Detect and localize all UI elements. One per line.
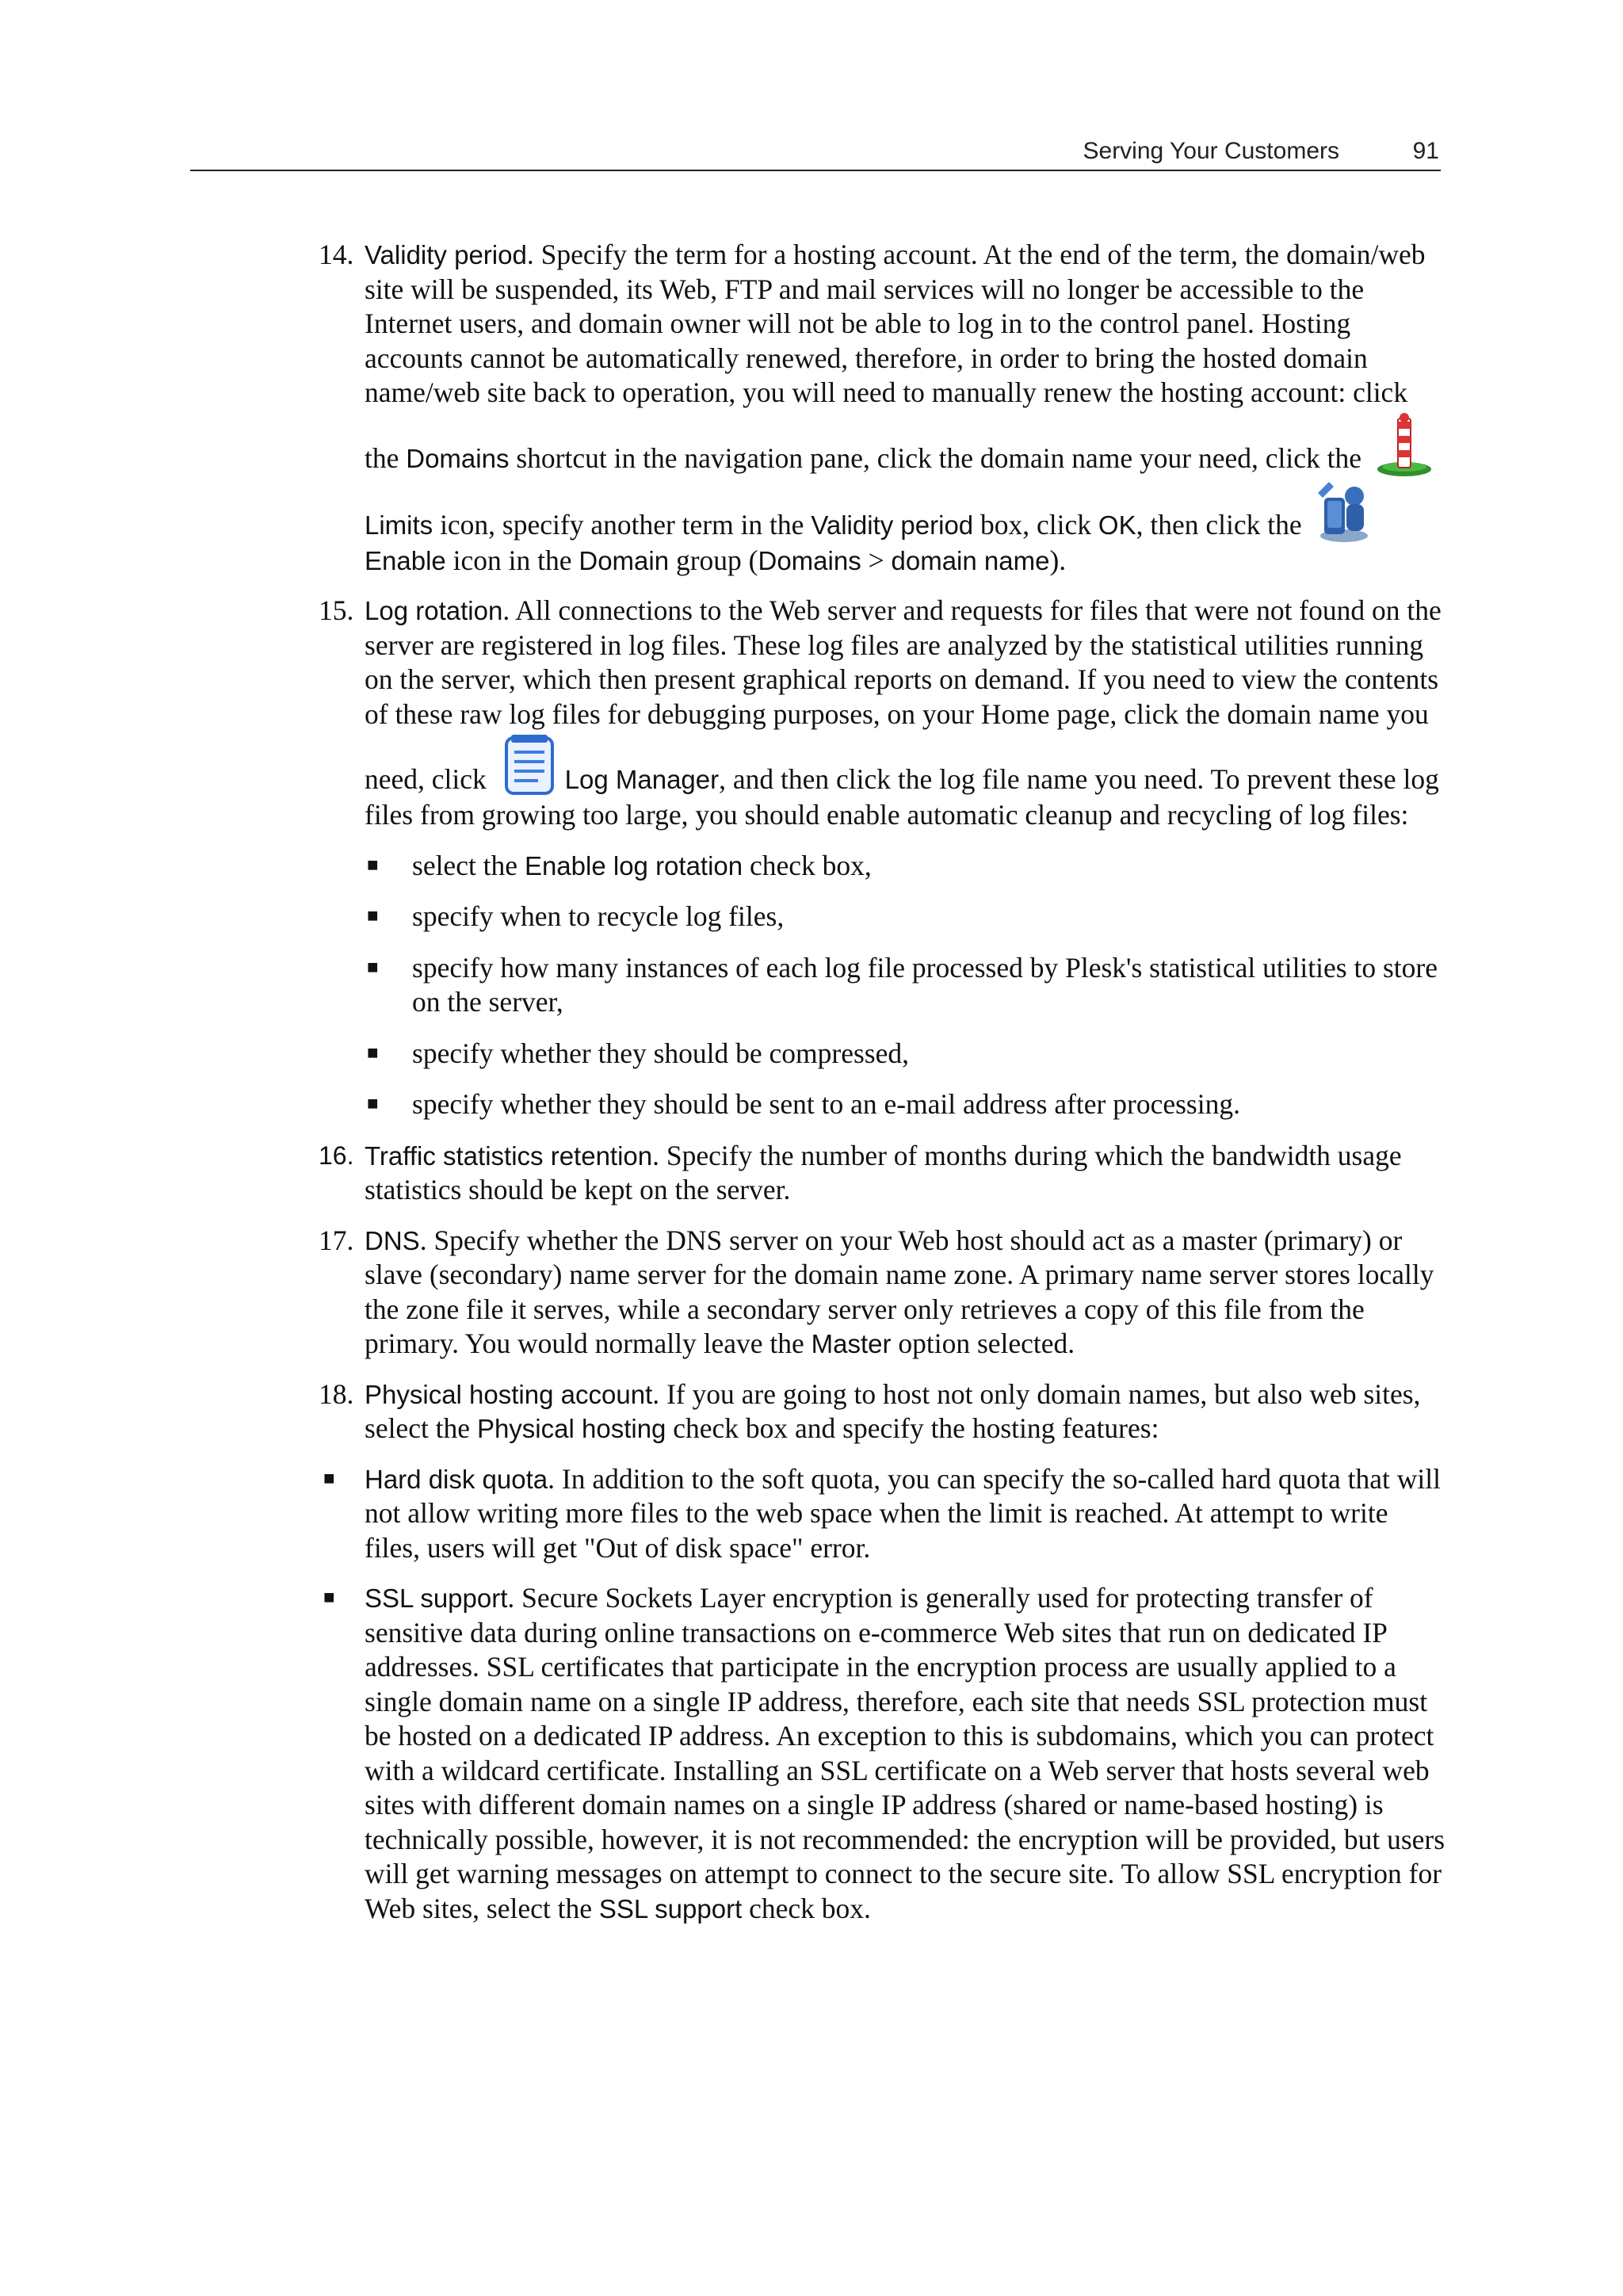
list-item-bullet	[367, 1087, 1445, 1122]
ui-term: Master	[811, 1329, 892, 1358]
header-section-title: Serving Your Customers	[1083, 138, 1339, 164]
ui-term: SSL support	[365, 1584, 508, 1613]
page-body	[0, 238, 1623, 1942]
bullet-text	[412, 952, 1438, 1018]
text-run: . Specify the number of months during which the bandwidth usage statistics should be kept on the server.	[365, 1139, 1402, 1205]
list-item-physical-hosting-account	[319, 1377, 1445, 1446]
text-run: . Specify the term for a hosting account. At the end of the term, the domain/web site will be suspended, its Web, FTP and mail services will no longer be accessible to the Internet users, and domain owner will not be able to log in to the control panel. Hosting accounts cannot be automatically renewed, therefore, in order to bring the hosted domain name/web site back to operation, you will need to manually renew the hosting account: click the	[365, 239, 1426, 474]
text-run: . If you are going to host not only domain names, but also web sites, select the	[365, 1377, 1421, 1444]
item-text	[365, 1582, 1445, 1924]
text-run: check box and specify the hosting features:	[666, 1412, 1159, 1444]
bullet-square-icon: ■	[367, 906, 379, 926]
ui-term: domain name	[891, 545, 1050, 575]
ui-term: Limits	[365, 510, 433, 540]
text-run: specify how many instances of each log file processed by Plesk's statistical utilities to store on the server,	[412, 951, 1438, 1018]
text-run: specify whether they should be compressed,	[412, 1037, 909, 1069]
item-number: 15.	[319, 594, 354, 626]
ui-term: Domain	[579, 545, 670, 575]
list-item-dns	[319, 1224, 1445, 1362]
text-run: group (	[669, 544, 758, 576]
ui-term: Enable	[365, 545, 446, 575]
ui-term: Domains	[406, 443, 510, 473]
text-run: check box,	[743, 849, 872, 881]
text-run: specify whether they should be sent to an e-mail address after processing.	[412, 1088, 1240, 1120]
page-number: 91	[1412, 138, 1439, 164]
text-run: icon in the	[445, 544, 579, 576]
ui-term: Domains	[758, 545, 861, 575]
bullet-square-icon: ■	[367, 1042, 379, 1064]
item-number: 17.	[319, 1224, 354, 1256]
list-item-validity-period	[319, 238, 1445, 578]
bullet-square-icon: ■	[367, 957, 379, 978]
ui-term: Validity period	[365, 240, 527, 269]
text-run: icon, specify another term in the	[433, 508, 812, 541]
list-item-bullet	[367, 951, 1445, 1020]
list-item-hard-disk-quota	[323, 1462, 1445, 1566]
text-run: . Secure Sockets Layer encryption is generally used for protecting transfer of sensitive data during online transactions on e-commerce Web sites that run on dedicated IP addresses. SSL certificates that participate in the encryption process are usually applied to a single domain name on a single IP address, therefore, each site that needs SSL protection must be hosted on a dedicated IP address. An exception to this is subdomains, which you can protect with a wildcard certificate. Installing an SSL certificate on a Web server that hosts several web sites with different domain names on a single IP address (shared or name-based hosting) is technically possible, however, it is not recommended: the encryption will be provided, but users will get warning messages on attempt to connect to the secure site. To allow SSL encryption for Web sites, select the	[365, 1582, 1445, 1924]
ui-term: SSL support	[598, 1893, 743, 1924]
item-text	[365, 1463, 1441, 1564]
list-item-bullet	[367, 849, 1445, 884]
ui-term: Traffic statistics retention	[365, 1140, 653, 1171]
bullet-text	[412, 1037, 909, 1069]
text-run: shortcut in the navigation pane, click the domain name your need, click the	[509, 441, 1369, 474]
list-item-bullet	[367, 900, 1445, 934]
item-number: 16.	[319, 1140, 354, 1170]
limits-icon	[1373, 411, 1435, 477]
item-text	[365, 594, 1442, 831]
ui-term: Validity period	[811, 510, 974, 540]
text-run: >	[861, 544, 892, 576]
item-number: 14.	[319, 239, 354, 270]
text-run: specify when to recycle log files,	[412, 900, 785, 932]
text-run: select the	[412, 849, 525, 881]
text-run: . Specify whether the DNS server on your Web host should act as a master (primary) or slave (secondary) name server for the domain name zone. A primary name server stores locally the zone file it serves, while a secondary server only retrieves a copy of this file from the primary. You would normally leave the	[365, 1224, 1434, 1359]
text-run: box, click	[973, 508, 1098, 541]
text-run: , then click the	[1136, 508, 1309, 541]
bullet-square-icon: ■	[323, 1587, 335, 1608]
list-item-traffic-statistics-retention	[319, 1139, 1445, 1208]
ui-term: Physical hosting	[476, 1414, 666, 1443]
list-item-bullet	[367, 1037, 1445, 1072]
item-text	[365, 239, 1440, 576]
ui-term: DNS	[365, 1225, 420, 1255]
list-item-ssl-support	[323, 1581, 1445, 1926]
bullet-text	[412, 900, 784, 932]
bullet-square-icon: ■	[367, 854, 379, 876]
item-text	[365, 1140, 1402, 1206]
item-number: 18.	[319, 1377, 354, 1410]
bullet-square-icon: ■	[367, 1094, 379, 1114]
text-run: . In addition to the soft quota, you can specify the so-called hard quota that will not allow writing more files to the web space when the limit is reached. At attempt to write files, users will get "Out of disk space" error.	[365, 1462, 1441, 1564]
list-item-log-rotation	[319, 594, 1445, 833]
enable-icon	[1313, 477, 1375, 544]
bullet-text	[412, 850, 872, 881]
bullet-square-icon: ■	[323, 1468, 335, 1489]
ui-term: Log Manager	[564, 765, 720, 794]
log-manager-icon	[498, 732, 560, 798]
item-text	[365, 1378, 1420, 1445]
ui-term: OK	[1098, 510, 1136, 540]
text-run: . All connections to the Web server and requests for files that were not found on the server are registered in log files. These log files are analyzed by the statistical utilities running on the server, which then present graphical reports on demand. If you need to view the contents of these raw log files for debugging purposes, on your Home page, click the domain name you need, click	[365, 594, 1442, 795]
ui-term: Hard disk quota	[365, 1464, 548, 1494]
text-run: option selected.	[891, 1328, 1075, 1359]
bullet-text	[412, 1088, 1240, 1120]
text-run: , and then click the log file name you need. To prevent these log files from growing too large, you should enable automatic cleanup and recycling of log files:	[365, 763, 1439, 831]
text-run: ).	[1049, 544, 1067, 576]
ui-term: Enable log rotation	[524, 850, 743, 881]
ui-term: Physical hosting account	[365, 1379, 653, 1409]
ui-term: Log rotation	[365, 596, 503, 625]
item-text	[365, 1224, 1434, 1360]
text-run: check box.	[742, 1892, 871, 1924]
page-header	[190, 135, 1441, 171]
